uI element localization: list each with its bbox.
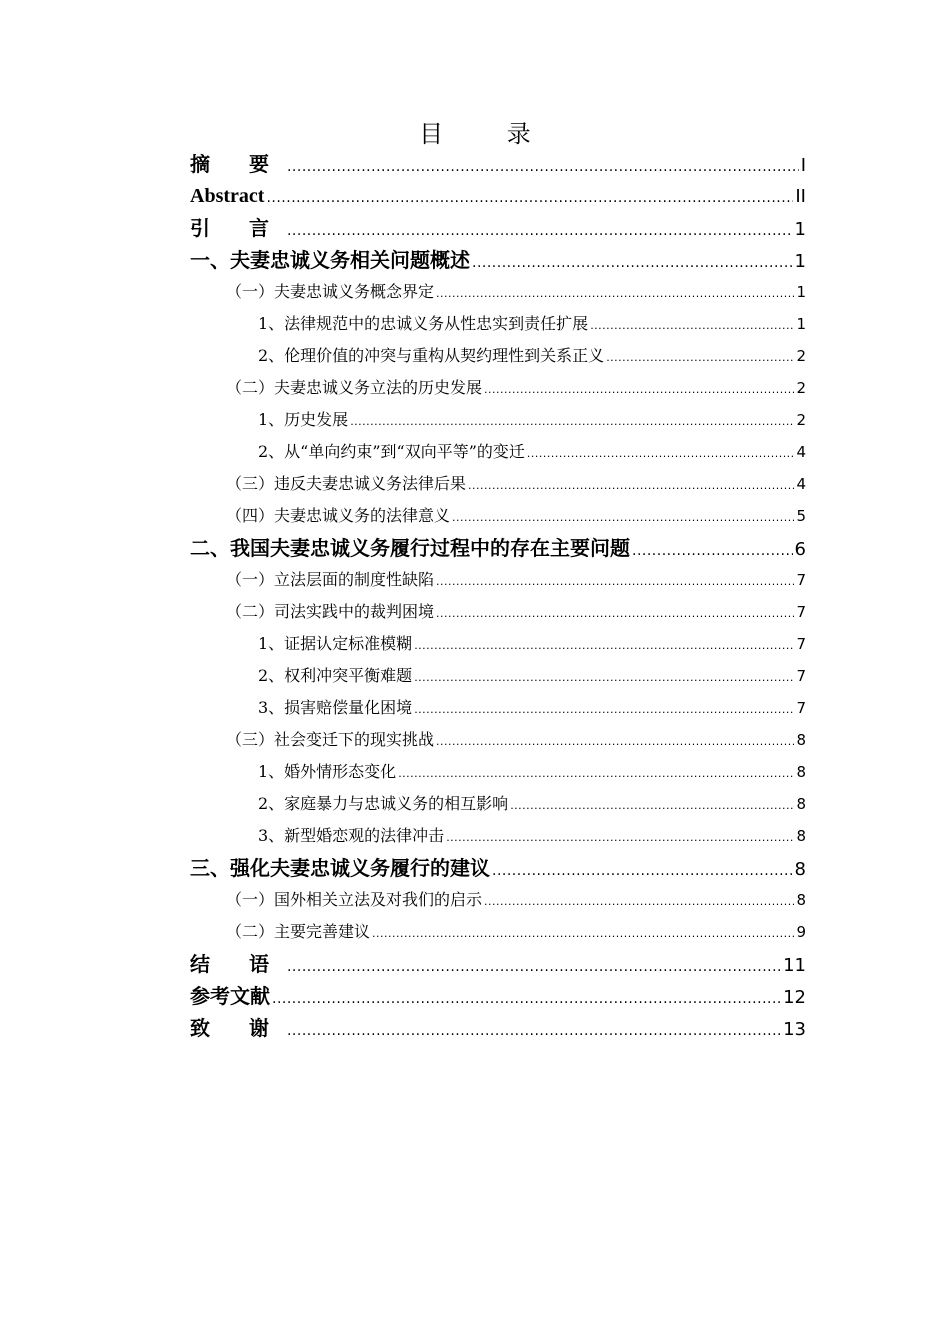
toc-page: 9 (796, 923, 806, 941)
toc-page: 12 (783, 987, 806, 1008)
toc-label: 引 言 (190, 216, 285, 240)
toc-label: （二）主要完善建议 (226, 922, 371, 941)
toc-page: 7 (796, 635, 806, 653)
dot-leader (446, 822, 794, 854)
toc-page: 7 (796, 667, 806, 685)
toc-page: 13 (783, 1019, 806, 1040)
toc-page: 7 (796, 699, 806, 717)
toc-label: 1、婚外情形态变化 (258, 762, 397, 781)
toc-label: 结 语 (190, 952, 285, 976)
dot-leader (484, 886, 794, 918)
toc-label: （二）夫妻忠诚义务立法的历史发展 (226, 378, 483, 397)
toc-entry-abstract-en[interactable] (190, 180, 806, 212)
toc-page: 8 (796, 763, 806, 781)
dot-leader (414, 662, 794, 694)
toc-page: 8 (796, 891, 806, 909)
toc-label: 二、我国夫妻忠诚义务履行过程中的存在主要问题 (190, 536, 630, 560)
toc-entry-section[interactable] (190, 724, 806, 756)
dot-leader (606, 342, 794, 374)
toc-page: 2 (796, 411, 806, 429)
toc-label: Abstract (190, 185, 265, 207)
dot-leader (272, 983, 781, 1015)
dot-leader (468, 470, 794, 502)
toc-page: 2 (796, 379, 806, 397)
toc-entry-subsection[interactable] (190, 404, 806, 436)
toc-entry-subsection[interactable] (190, 628, 806, 660)
toc-page: 11 (783, 955, 806, 976)
dot-leader (436, 726, 794, 758)
dot-leader (287, 215, 793, 247)
toc-label: （三）违反夫妻忠诚义务法律后果 (226, 474, 467, 493)
toc-label: 摘 要 (190, 152, 285, 176)
toc-entry-acknowledgements[interactable] (190, 1012, 806, 1044)
toc-entry-section[interactable] (190, 916, 806, 948)
toc-entry-intro[interactable] (190, 212, 806, 244)
toc-entry-section[interactable] (190, 564, 806, 596)
dot-leader (414, 630, 794, 662)
toc-entry-subsection[interactable] (190, 820, 806, 852)
toc-page: 8 (794, 859, 806, 880)
dot-leader (436, 278, 794, 310)
toc-label: 1、历史发展 (258, 410, 349, 429)
toc-label: （一）夫妻忠诚义务概念界定 (226, 282, 435, 301)
dot-leader (472, 247, 793, 279)
toc-page: 8 (796, 731, 806, 749)
toc-label: 致 谢 (190, 1016, 285, 1040)
toc-title: 目 录 (419, 120, 559, 148)
toc-entry-chapter-2[interactable] (190, 532, 806, 564)
dot-leader (510, 790, 794, 822)
toc-entry-conclusion[interactable] (190, 948, 806, 980)
toc-page: 8 (796, 827, 806, 845)
dot-leader (398, 758, 794, 790)
dot-leader (436, 598, 794, 630)
toc-label: 1、法律规范中的忠诚义务从性忠实到责任扩展 (258, 314, 589, 333)
toc-entry-chapter-3[interactable] (190, 852, 806, 884)
toc-page: 6 (794, 539, 806, 560)
toc-page: 1 (794, 219, 806, 240)
toc-page: 7 (796, 603, 806, 621)
dot-leader (484, 374, 794, 406)
dot-leader (287, 951, 781, 983)
toc-label: 2、伦理价值的冲突与重构从契约理性到关系正义 (258, 346, 605, 365)
toc-label: （一）国外相关立法及对我们的启示 (226, 890, 483, 909)
toc-entry-subsection[interactable] (190, 308, 806, 340)
dot-leader (527, 438, 795, 470)
toc-page: 1 (796, 283, 806, 301)
dot-leader (266, 182, 793, 214)
dot-leader (492, 855, 793, 887)
toc-label: 参考文献 (190, 984, 270, 1008)
toc-entry-section[interactable] (190, 500, 806, 532)
toc-label: （二）司法实践中的裁判困境 (226, 602, 435, 621)
toc-entry-subsection[interactable] (190, 756, 806, 788)
toc-page: 4 (796, 475, 806, 493)
toc-entry-chapter-1[interactable] (190, 244, 806, 276)
toc-entry-section[interactable] (190, 468, 806, 500)
toc-entry-subsection[interactable] (190, 788, 806, 820)
toc-label: （三）社会变迁下的现实挑战 (226, 730, 435, 749)
toc-page: 5 (796, 507, 806, 525)
table-of-contents (190, 148, 806, 1044)
dot-leader (436, 566, 794, 598)
toc-entry-section[interactable] (190, 884, 806, 916)
toc-label: 3、损害赔偿量化困境 (258, 698, 413, 717)
toc-page: 2 (796, 347, 806, 365)
toc-label: 1、证据认定标准模糊 (258, 634, 413, 653)
toc-page: 1 (794, 251, 806, 272)
dot-leader (414, 694, 794, 726)
toc-entry-subsection[interactable] (190, 340, 806, 372)
dot-leader (350, 406, 794, 438)
toc-page: I (800, 155, 806, 176)
toc-page: II (795, 186, 806, 207)
dot-leader (287, 151, 799, 183)
toc-label: 三、强化夫妻忠诚义务履行的建议 (190, 856, 490, 880)
toc-label: （一）立法层面的制度性缺陷 (226, 570, 435, 589)
toc-label: 一、夫妻忠诚义务相关问题概述 (190, 248, 470, 272)
dot-leader (372, 918, 794, 950)
toc-entry-section[interactable] (190, 596, 806, 628)
toc-entry-subsection[interactable] (190, 660, 806, 692)
toc-label: 2、家庭暴力与忠诚义务的相互影响 (258, 794, 509, 813)
toc-label: 3、新型婚恋观的法律冲击 (258, 826, 445, 845)
toc-entry-section[interactable] (190, 276, 806, 308)
toc-entry-subsection[interactable] (190, 436, 806, 468)
toc-entry-section[interactable] (190, 372, 806, 404)
toc-page: 1 (796, 315, 806, 333)
dot-leader (632, 535, 793, 567)
toc-entry-abstract-cn[interactable] (190, 148, 806, 180)
toc-label: 2、权利冲突平衡难题 (258, 666, 413, 685)
dot-leader (452, 502, 794, 534)
toc-label: （四）夫妻忠诚义务的法律意义 (226, 506, 451, 525)
toc-entry-references[interactable] (190, 980, 806, 1012)
toc-label: 2、从“单向约束”到“双向平等”的变迁 (258, 442, 525, 461)
dot-leader (590, 310, 794, 342)
toc-page: 7 (796, 571, 806, 589)
toc-page: 8 (796, 795, 806, 813)
toc-page: 4 (796, 443, 806, 461)
dot-leader (287, 1015, 781, 1047)
toc-entry-subsection[interactable] (190, 692, 806, 724)
